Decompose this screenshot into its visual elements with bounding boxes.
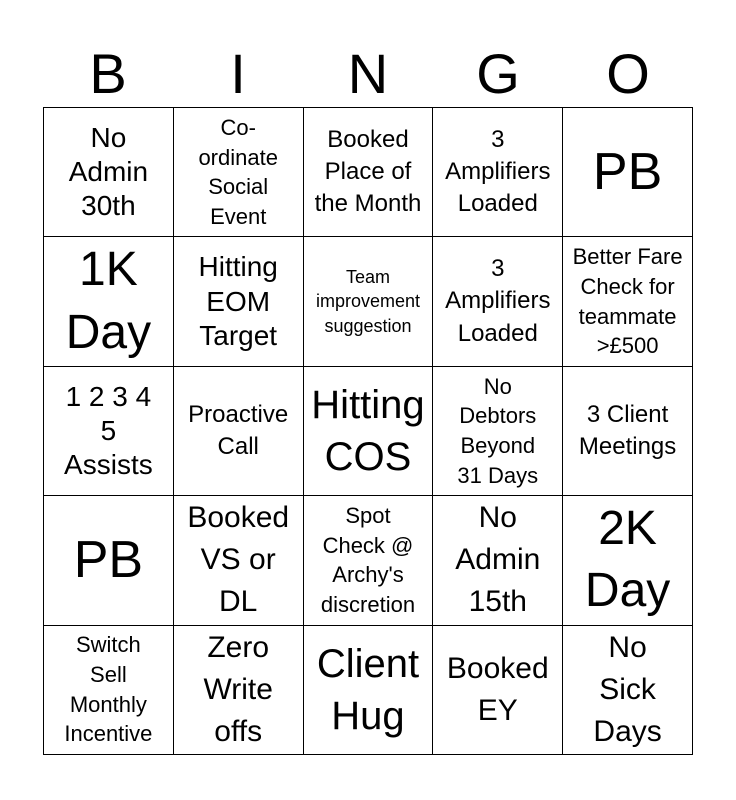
header-letter-g: G: [476, 42, 520, 105]
bingo-cell[interactable]: Hitting EOM Target: [174, 237, 304, 366]
bingo-cell[interactable]: 3 Amplifiers Loaded: [433, 237, 563, 366]
bingo-cell[interactable]: Co- ordinate Social Event: [174, 108, 304, 237]
bingo-cell[interactable]: Proactive Call: [174, 367, 304, 496]
bingo-cell[interactable]: PB: [563, 108, 693, 237]
header-letter-n: N: [347, 42, 389, 105]
bingo-cell[interactable]: 2K Day: [563, 496, 693, 625]
bingo-cell[interactable]: Booked Place of the Month: [304, 108, 434, 237]
bingo-cell[interactable]: No Debtors Beyond 31 Days: [433, 367, 563, 496]
bingo-cell[interactable]: PB: [44, 496, 174, 625]
header-letter-i: I: [230, 42, 246, 105]
bingo-cell[interactable]: Zero Write offs: [174, 626, 304, 755]
bingo-cell[interactable]: No Admin 30th: [44, 108, 174, 237]
bingo-cell[interactable]: 3 Amplifiers Loaded: [433, 108, 563, 237]
bingo-cell[interactable]: Booked EY: [433, 626, 563, 755]
bingo-cell[interactable]: Spot Check @ Archy's discretion: [304, 496, 434, 625]
header-letter-o: O: [606, 42, 650, 105]
bingo-board: [43, 107, 693, 755]
bingo-cell[interactable]: No Admin 15th: [433, 496, 563, 625]
bingo-cell[interactable]: 1K Day: [44, 237, 174, 366]
bingo-cell[interactable]: No Sick Days: [563, 626, 693, 755]
bingo-cell[interactable]: Team improvement suggestion: [304, 237, 434, 366]
bingo-cell[interactable]: 1 2 3 4 5 Assists: [44, 367, 174, 496]
bingo-cell[interactable]: Hitting COS: [304, 367, 434, 496]
bingo-cell[interactable]: Booked VS or DL: [174, 496, 304, 625]
bingo-cell[interactable]: Client Hug: [304, 626, 434, 755]
bingo-header: [43, 40, 693, 108]
header-letter-b: B: [89, 42, 127, 105]
bingo-cell[interactable]: Switch Sell Monthly Incentive: [44, 626, 174, 755]
bingo-cell[interactable]: Better Fare Check for teammate >£500: [563, 237, 693, 366]
bingo-cell[interactable]: 3 Client Meetings: [563, 367, 693, 496]
